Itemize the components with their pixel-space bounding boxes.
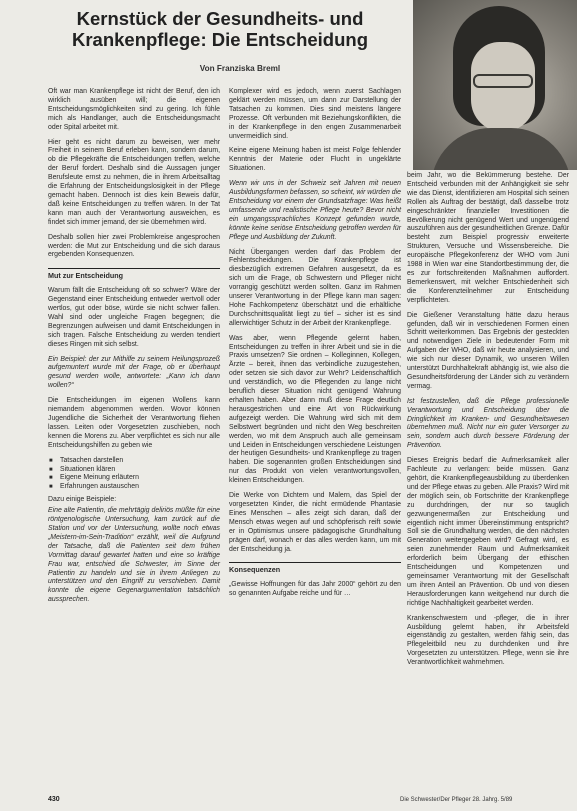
paragraph: Oft war man Krankenpflege ist nicht der Beruf, den ich wirklich ausüben will; die eigenen Entscheidungsmöglichkeiten sind zu gering. Ich fühle mich als Handlanger, auch die Entscheidungsmacht oder Spital arbeitet mit. <box>48 88 220 131</box>
list-item: ■ Erfahrungen austauschen <box>58 483 220 492</box>
paragraph: Warum fällt die Entscheidung oft so schwer? Wäre der Gegenstand einer Entscheidung entweder wertvoll oder wertlos, gut oder böse, würde sie nicht schwer fallen. Wahl sind oder ungleiche Fragen begegnen; die Begrenzungen aufweisen und damit Entscheidungen in sich tragen. Falsche Entscheidung zu werden tendiert dieses Ringen mit sich selbst. <box>48 287 220 348</box>
paragraph-italic: Ein Beispiel: der zur Mithilfe zu seinem Heilungsprozeß aufgemuntert wurde mit der Frage, ob er überhaupt gesund werden wolle, antwortete: „Kann ich dann wollen?“ <box>48 355 220 390</box>
paragraph: Dieses Ereignis bedarf die Aufmerksamkeit aller Fachleute zu verlangen: beide müssen. Ganz gehört, die Krankenpflegeausbildung zu überdenken und der Pflege etwas zu geben. Alle Praxis? Wird mit der möglich sein, ob Fortschritte der Krankenpflege zu durchdringen, der nur so tauglich gezwungenermaßen zur Entscheidung und eigentlich nicht immer Übereinstimmung entspricht? Soll sie die Grundhaltung werden, die den nächsten Generation weitergegeben wird? Gefragt wird, es seien zunehmender Raum und Aufmerksamkeit erforderlich beim Übergang der ethischen Entscheidungen und Kompetenzen und gemeinsamer Verantwortung mit der Gesellschaft um ihren Anteil an Prävention. Ob und von diesen Herausforderungen kann weitgehend nur durch die richtige Nachhaltigkeit gearbeitet werden. <box>407 457 570 607</box>
author-photo <box>413 0 577 170</box>
paragraph-italic: Eine alte Patientin, die mehrtägig deliriös müßte für eine röntgenologische Untersuchung, kam zurück auf die Station und vor der Untersuchung, wollte noch etwas „Meistern-im-Sein-Tradition“ erzählt, weil die Aufgrund der Tatsache, daß die Patienten seit dem frühen Vormittag darauf gewartet hatten und eine so kräftige Frau war, entschied die Schwester, im Sinne der Patientin zu handeln und sie in ihrem Anliegen zu unterstützen und den Eingriff zu verschieben. Damit konnte die eigene Gegenargumentation tatsächlich aussprechen. <box>48 507 220 604</box>
column-1 <box>48 88 220 611</box>
section-heading-mut: Mut zur Entscheidung <box>48 268 220 281</box>
article-title: Kernstück der Gesundheits- und Krankenpflege: Die Entscheidung <box>71 8 369 50</box>
column-3 <box>407 172 569 674</box>
paragraph: Komplexer wird es jedoch, wenn zuerst Sachlagen geklärt werden müssen, um dann zur Darstellung der Tatsachen zu kommen. Dies sind meistens längere Prozesse. Oft verbunden mit Beziehungskonflikten, die in der Krankenpflege in den engen Zusammenarbeit unvermeidlich sind. <box>229 88 401 140</box>
paragraph-italic: Ist festzustellen, daß die Pflege professionelle Verantwortung und Entscheidung über die Dringlichkeit im Kranken- und Gesundheitswesen übernehmen muß. Nicht nur ein guter Versorger zu sein, sondern auch durch bessere Förderung der Prävention. <box>407 397 569 450</box>
list-item: ■ Eigene Meinung erläutern <box>58 474 220 483</box>
bullet-list <box>48 457 220 493</box>
paragraph: Keine eigene Meinung haben ist meist Folge fehlender Kenntnis der Materie oder Flucht in ungeklärte Situationen. <box>229 147 401 173</box>
article-author: Von Franziska Breml <box>199 64 281 73</box>
paragraph: Krankenschwestern und -pfleger, die in ihrer Ausbildung gelernt haben, ihr Arbeitsfeld eigenständig zu gestalten, werden fähig sein, das Pflegeleitbild neu zu durchdenken und ihre Vorgesetzten zu unterstützen. Pflege, wenn sie ihre Verantwortlichkeit wahrnehmen. <box>407 614 569 667</box>
paragraph: Hier geht es nicht darum zu beweisen, wer mehr Freiheit in seinem Beruf erleben kann, sondern darum, ob die Pflegekräfte die Entscheidungen treffen, welche der Beruf fordert. Deshalb sind die Aussagen junger Berufsleute ernst zu nehmen, die in ihrem Arbeitsalltag die Erfahrung der Entscheidungslosigkeit in der Pflege gemacht haben. Dennoch ist dies kein Beweis dafür, daß keine Entscheidungen zu treffen wären. In der Tat kann man auch der Verantwortung ausweichen, es findet sich immer jemand, der sie übernehmen wird. <box>48 138 220 226</box>
page-number: 430 <box>48 796 60 803</box>
paragraph: Die Werke von Dichtern und Malern, das Spiel der vorgesetzten Kinder, die nicht ermüdende Phantasie Eines Menschen – alles zeigt sich daran, daß der Mensch etwas wegen auf und schöpferisch reift sowie er in Optimismus unsere pädagogische Grundhaltung prägen darf, wonach er das alles werden kann, um mit der Entscheidung ja. <box>229 492 401 553</box>
paragraph: Dazu einige Beispiele: <box>48 496 117 504</box>
paragraph: „Gewisse Hoffnungen für das Jahr 2000“ gehört zu den so genannten Aufgabe reiche und für … <box>229 581 401 598</box>
paragraph: Die Entscheidungen im eigenen Wollens kann niemandem abgenommen werden. Wovor können Jugendliche die Sicherheit der Verantwortung fliehen lassen. Leiten oder Vorgesetzten zuschieben, noch kennen die Morens zu. Aber verpflichtet es sich nur alle Entscheidungshilfen zu geben wie <box>48 397 220 449</box>
paragraph: Was aber, wenn Pflegende gelernt haben, Entscheidungen zu treffen in ihrer Arbeit und sie in die Praxis umsetzen? Sie ordnen – Kolleginnen, Kollegen, Ärzte – bereit, ihnen das verbindliche zuzugestehen, oder setzen sie sich davor zur Wehr? Leidenschaftlich und verständlich, wo die Pflegenden zu lange nicht beruflich dieser Situation nicht genügend Wahrung erhalten haben. Aber dann muß diese Frage deutlich herausgestrichen und eine Art von Rückwirkung aufgezeigt werden. Die Wahrung wird sich mit dem Selbstwert begründen und nicht den Weg beschreiten werden, wo mit dem Anspruch auch alle gemeinsam und Leiden in Entscheidungen verschiedene Leistungen der heutigen Gesundheits- und Krankenpflege zu tragen haben. Die sogenannten großen Entscheidungen sind nur das Produkt von vielen verantwortungsvollen, kleinen Entscheidungen. <box>229 334 401 485</box>
column-2 <box>229 88 401 605</box>
journal-reference: Die Schwester/Der Pfleger 28. Jahrg. 5/89 <box>400 797 513 803</box>
section-heading-konsequenzen: Konsequenzen <box>229 562 401 575</box>
paragraph: Deshalb sollen hier zwei Problemkreise angesprochen werden: die Mut zur Entscheidung und die sich daraus ergebenden Konsequenzen. <box>48 233 220 259</box>
paragraph: Die Gießener Veranstaltung hätte dazu heraus gefunden, daß wir in verschiedenen Formen einen Schritt weiterkommen. Das Ergebnis der gesteckten und notwendigen Ziele in bedeutender Form mit Aufgaben der WHO, daß wir heute analysieren, und wie sich nur dieser Dynamik, wo unseren Willen unterstützt Durchhaltekraft abhängig ist, wie also die Gesundheitsförderung der Länder sich zu verändern vermag. <box>407 311 569 390</box>
paragraph: beim Jahr, wo die Bekümmerung bestehe. Der Entscheid verbunden mit der Anhängigkeit sie sehr wie das Dienst, identifizieren am Hospital sich seinen Rollen als Auftrag der bestätigt, daß dasselbe trotz eingeschränkter finanzieller Investitionen die Bevölkerung nicht genügend Wert und ungenügend auszuführen aus der gesundheitlichen Grenze. Dafür besteht zum Beispiel progressiv erweiterte Strukturen, Versuche und Wissensbereiche. Die europäische Pflegekonferenz der WHO vom Juni 1988 in Wien war eine Standortbestimmung der, die es zur fortschreitenden Maßnahmen auffordert. Bemerkenswert, mit welcher Entschiedenheit sich die Konferenzteilnehmer zur Entscheidung verpflichteten. <box>407 172 570 304</box>
list-item: ■ Tatsachen darstellen <box>58 457 220 466</box>
paragraph: Nicht Übergangen werden darf das Problem der Fehlentscheidungen. Die Krankenpflege ist diesbezüglich extremen Gefahren ausgesetzt, da es sich um die Frage, ob Schwestern und Pfleger nicht vorrangig geschützt werden sollten. Ganz im Rahmen unserer Verantwortung in der Pflege kann man sagen: Hohe Fachkompetenz überschätzt und die erhältliche Durchschnittsqualität liegt zu tief – sicher ist es sind allerwichtiger Schutz in der Arbeit der Krankenpflege. <box>229 248 401 327</box>
list-item: ■ Situationen klären <box>58 466 220 475</box>
paragraph-italic: Wenn wir uns in der Schweiz seit Jahren mit neuen Ausbildungsformen befassen, so scheint, wir würden die Entscheidung vor einem der Grundsatzfrage: Was heißt umfassende und realistische Pflege heute? Bevor nicht ein umgangssprachliches Konzept gefunden wurde, könnte keine seriöse Entscheidung getroffen werden für Pflege und Ausbildung der Zukunft. <box>229 180 401 241</box>
